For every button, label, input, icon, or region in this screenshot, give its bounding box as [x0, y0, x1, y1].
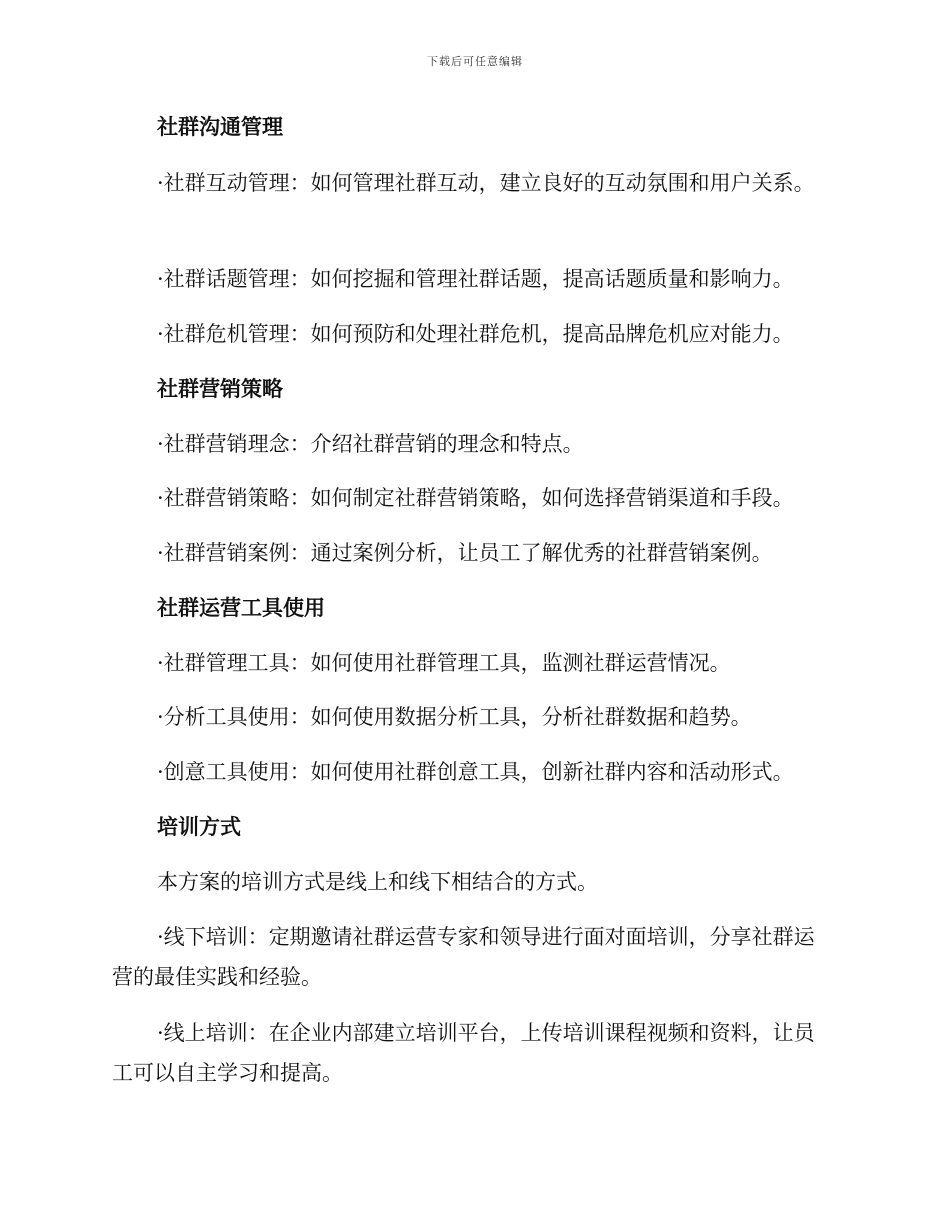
list-item: ·创意工具使用：如何使用社群创意工具，创新社群内容和活动形式。 — [157, 760, 794, 784]
section-heading-community-communication: 社群沟通管理 — [157, 114, 283, 139]
list-item: ·社群营销案例：通过案例分析，让员工了解优秀的社群营销案例。 — [157, 541, 773, 565]
section-heading-community-marketing: 社群营销策略 — [157, 376, 283, 401]
list-item: ·社群话题管理：如何挖掘和管理社群话题，提高话题质量和影响力。 — [157, 267, 794, 291]
page-header-note: 下载后可任意编辑 — [427, 55, 523, 68]
list-item: ·社群管理工具：如何使用社群管理工具，监测社群运营情况。 — [157, 651, 731, 675]
section-heading-training-methods: 培训方式 — [157, 814, 241, 839]
section-heading-operation-tools: 社群运营工具使用 — [157, 595, 325, 620]
list-item: ·社群危机管理：如何预防和处理社群危机，提高品牌危机应对能力。 — [157, 322, 794, 346]
list-item: ·线上培训：在企业内部建立培训平台，上传培训课程视频和资料，让员工可以自主学习和提高。 — [112, 1021, 815, 1085]
list-item: ·社群营销策略：如何制定社群营销策略，如何选择营销渠道和手段。 — [157, 486, 794, 510]
list-item: ·社群互动管理：如何管理社群互动，建立良好的互动氛围和用户关系。 — [157, 171, 815, 195]
list-item: ·社群营销理念：介绍社群营销的理念和特点。 — [157, 432, 584, 456]
list-item: ·线下培训：定期邀请社群运营专家和领导进行面对面培训，分享社群运营的最佳实践和经验。 — [112, 925, 815, 989]
list-item: ·分析工具使用：如何使用数据分析工具，分析社群数据和趋势。 — [157, 705, 752, 729]
intro-paragraph: 本方案的培训方式是线上和线下相结合的方式。 — [157, 870, 598, 894]
